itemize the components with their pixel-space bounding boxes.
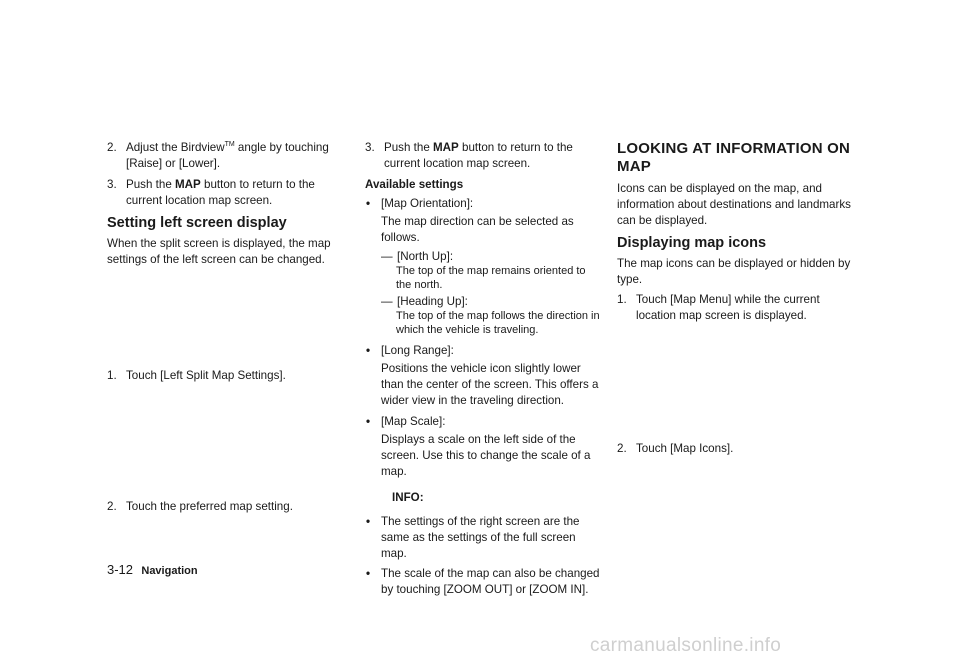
step-text: Touch [Map Icons].	[636, 442, 734, 456]
right-column	[617, 140, 853, 462]
step-text: Touch the preferred map setting.	[126, 500, 293, 514]
page-number: 3-12	[107, 562, 134, 577]
step-2-birdview	[107, 140, 345, 172]
bullet: •	[366, 414, 371, 428]
watermark: carmanualsonline.info	[590, 635, 782, 656]
step-number: 2.	[617, 442, 627, 456]
item-label: [Map Scale]:	[381, 414, 446, 428]
middle-column	[365, 140, 601, 602]
map-scale-item	[365, 414, 601, 430]
bullet: •	[366, 514, 371, 528]
step-2-map-icons	[617, 441, 853, 457]
option-desc: The top of the map remains oriented to the north.	[396, 264, 586, 291]
step-number: 1.	[107, 369, 117, 383]
main-heading: LOOKING AT INFORMATION ON MAP	[617, 140, 851, 175]
item-desc: Positions the vehicle icon slightly lower than the center of the screen. This offers a wider view in the traveling direction.	[381, 361, 599, 407]
heading-up-option	[365, 294, 601, 310]
info-text: The settings of the right screen are the same as the settings of the full screen map.	[381, 514, 580, 560]
step-text: Touch [Map Menu] while the current location map screen is displayed.	[636, 293, 820, 323]
map-button-label: MAP	[433, 141, 459, 154]
dash: —	[381, 249, 393, 263]
dash: —	[381, 295, 393, 309]
section-intro: When the split screen is displayed, the map settings of the left screen can be changed.	[107, 237, 331, 267]
item-desc: Displays a scale on the left side of the screen. Use this to change the scale of a map.	[381, 432, 591, 478]
left-column	[107, 140, 345, 520]
bullet: •	[366, 566, 371, 580]
sub-heading: Displaying map icons	[617, 234, 767, 251]
step-text: Push the MAP button to return to the current location map screen.	[384, 141, 573, 170]
step-3-map-button	[365, 140, 601, 172]
step-1-map-menu	[617, 292, 853, 324]
available-settings-heading: Available settings	[365, 177, 464, 191]
section-heading: Setting left screen display	[107, 214, 287, 231]
item-label: [Long Range]:	[381, 343, 454, 357]
bullet: •	[366, 196, 371, 210]
step-text: Adjust the Birdview™ angle by touching [Raise] or [Lower].	[126, 141, 329, 170]
step-number: 2.	[107, 141, 117, 154]
item-desc: The map direction can be selected as follows.	[381, 214, 574, 244]
image-placeholder	[107, 268, 345, 368]
step-1-left-split	[107, 368, 345, 384]
step-number: 3.	[107, 177, 117, 191]
step-number: 1.	[617, 293, 627, 307]
bullet: •	[366, 343, 371, 357]
image-placeholder	[617, 329, 853, 441]
info-text: The scale of the map can also be changed by touching [ZOOM OUT] or [ZOOM IN].	[381, 566, 600, 596]
map-orientation-item	[365, 196, 601, 212]
item-label: [Map Orientation]:	[381, 196, 474, 210]
info-item	[365, 514, 601, 562]
info-label: INFO:	[392, 490, 424, 504]
step-number: 2.	[107, 500, 117, 514]
option-label: [Heading Up]:	[397, 295, 468, 309]
step-number: 3.	[365, 141, 375, 154]
step-text: Push the MAP button to return to the current location map screen.	[126, 177, 315, 207]
section-name: Navigation	[141, 565, 198, 577]
option-label: [North Up]:	[397, 249, 454, 263]
info-item	[365, 566, 601, 598]
north-up-option	[365, 249, 601, 265]
page-footer	[107, 561, 198, 579]
step-3-map-button	[107, 177, 345, 209]
image-placeholder	[107, 389, 345, 499]
long-range-item	[365, 343, 601, 359]
step-2-preferred	[107, 499, 345, 515]
sub-intro: The map icons can be displayed or hidden by type.	[617, 257, 851, 287]
step-text: Touch [Left Split Map Settings].	[126, 369, 286, 383]
section-intro: Icons can be displayed on the map, and information about destinations and landmarks can be displayed.	[617, 182, 851, 227]
option-desc: The top of the map follows the direction in which the vehicle is traveling.	[396, 310, 600, 337]
map-button-label: MAP	[175, 177, 201, 191]
trademark-mark: TM	[224, 141, 235, 149]
